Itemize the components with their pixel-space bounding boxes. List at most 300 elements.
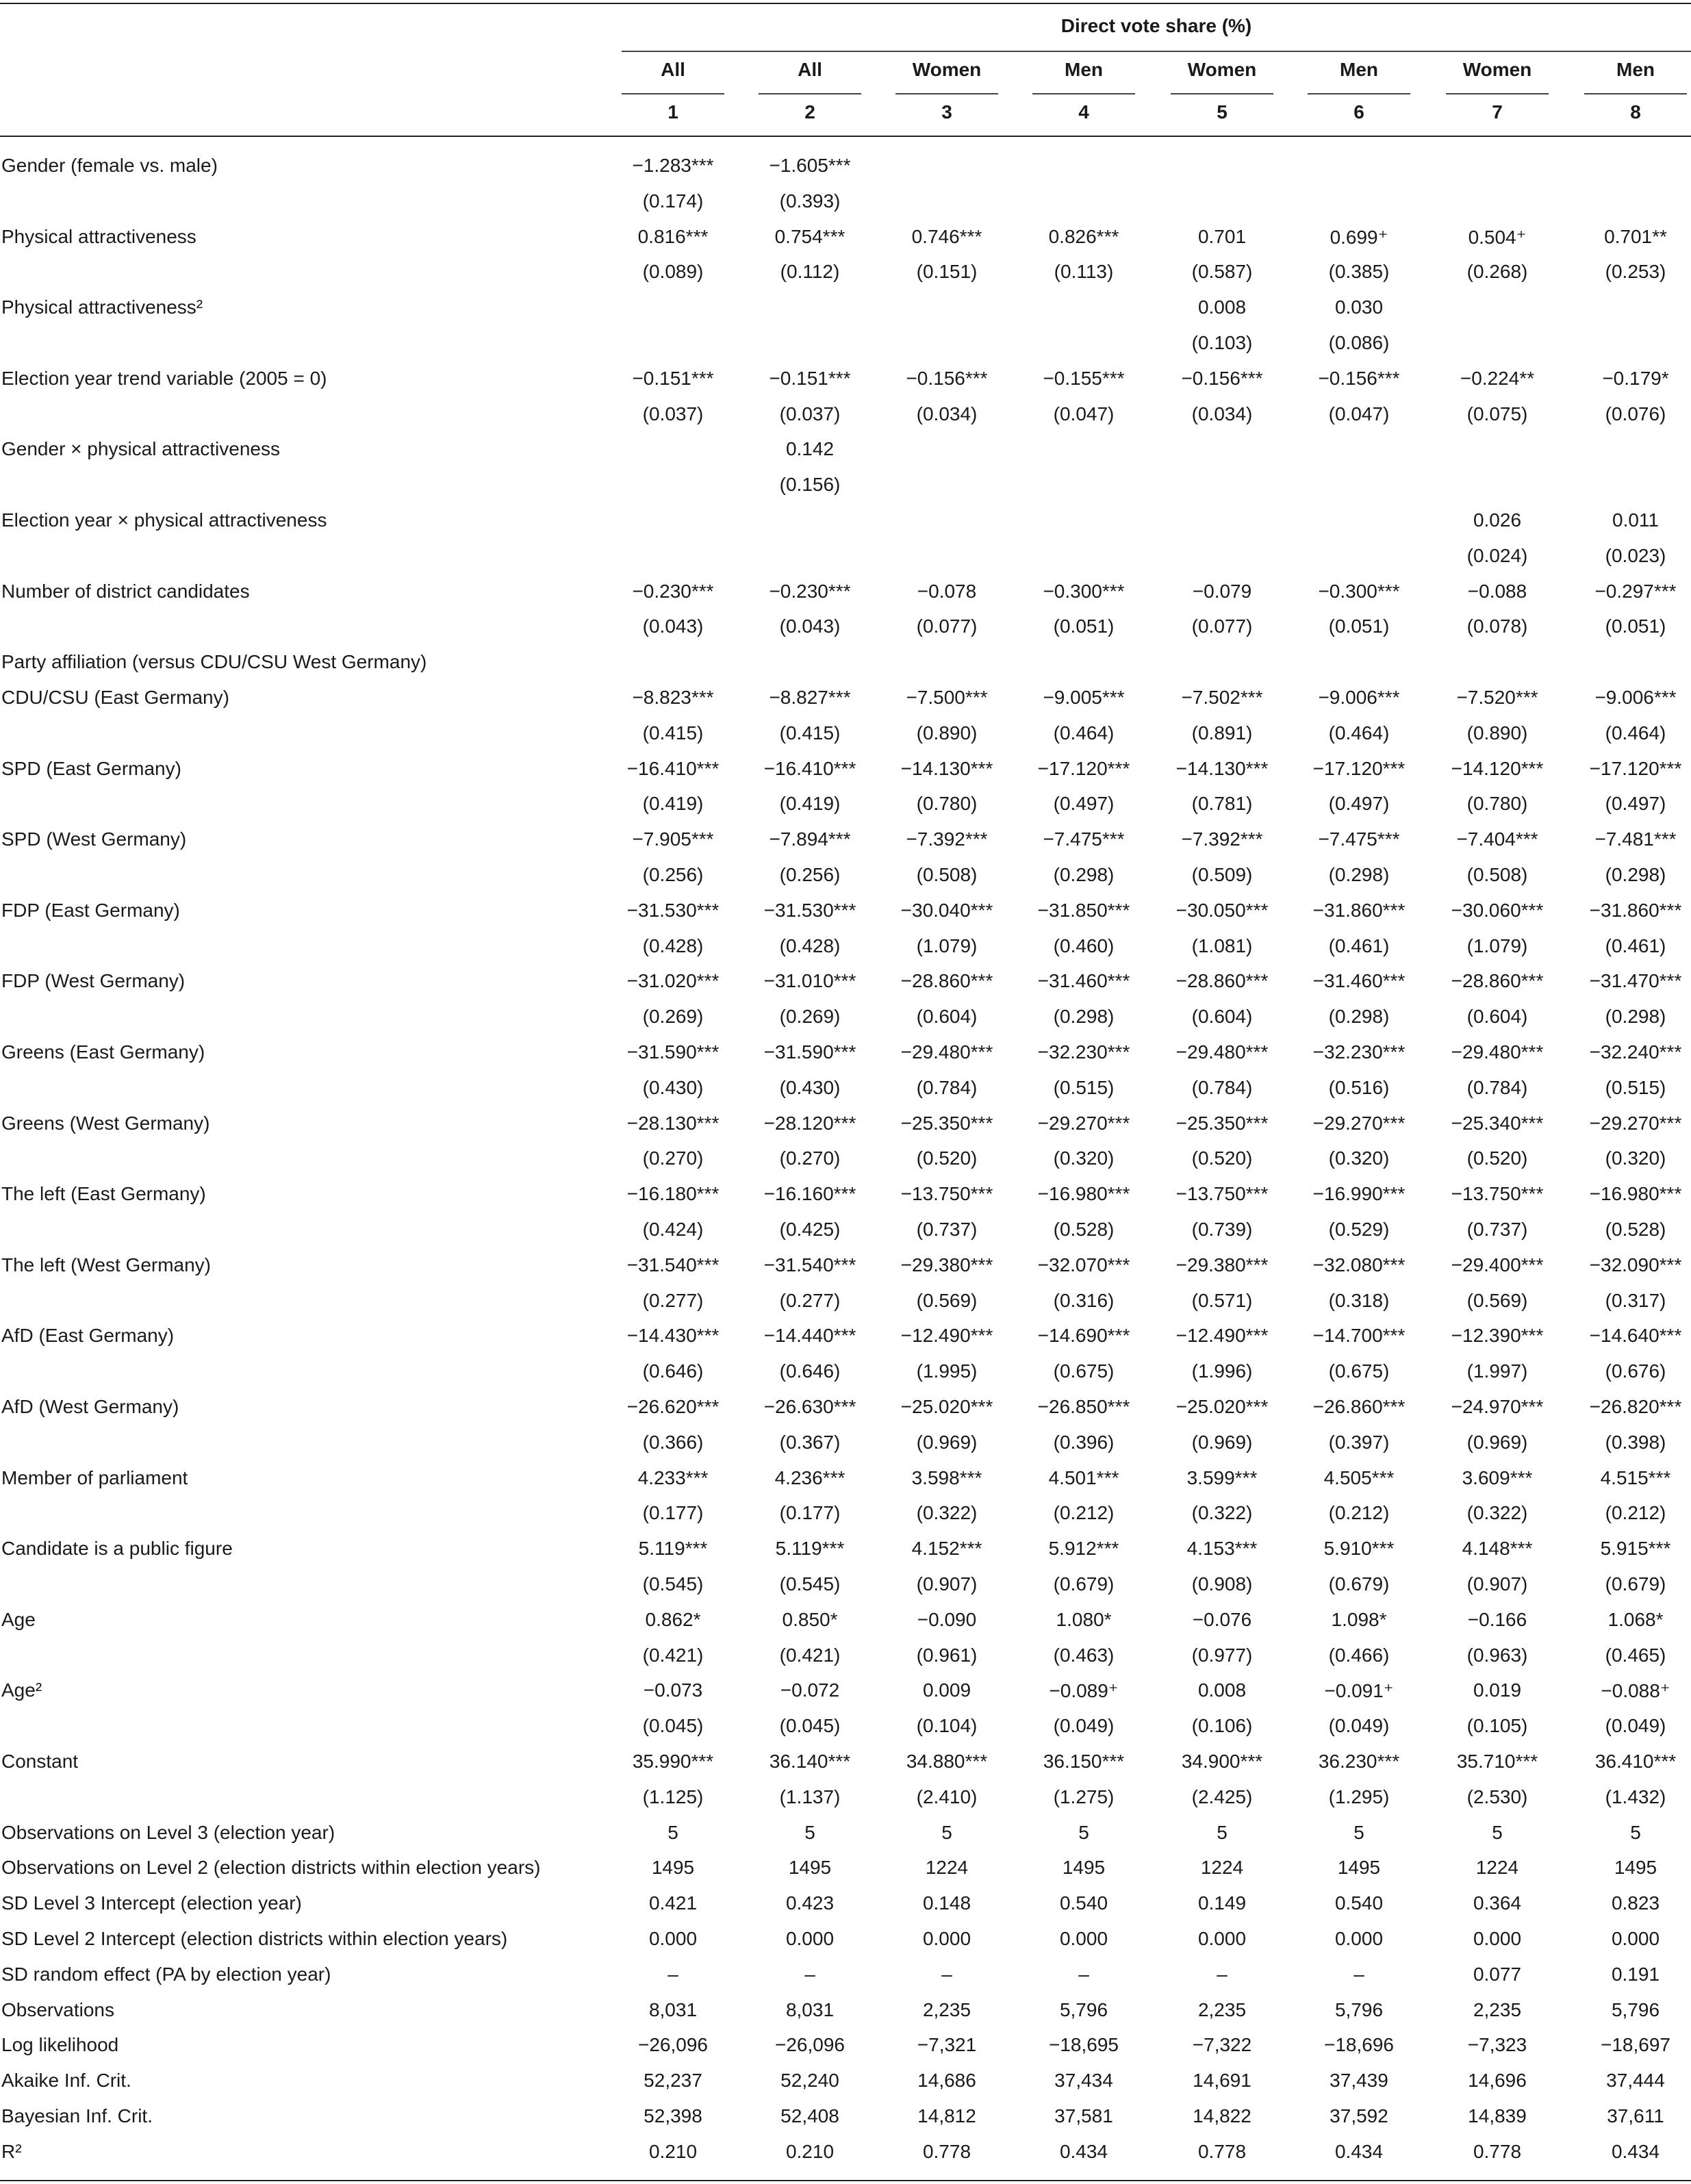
stat-value: 52,408 [780,2105,839,2126]
bottom-rule [0,2180,1691,2181]
column-group-label: Women [1462,59,1532,80]
standard-error-cell: (0.277) [779,1289,841,1311]
coefficient-cell: −7.500*** [906,687,988,708]
standard-error-cell: (0.497) [1328,793,1390,815]
standard-error-cell: (0.907) [916,1573,978,1595]
coefficient-cell: 34.880*** [906,1751,988,1772]
standard-error-cell: (0.047) [1053,403,1115,424]
coefficient-cell: −16.980*** [1037,1183,1130,1205]
standard-error-cell: (1.079) [1466,935,1528,956]
standard-error-cell: (0.256) [642,864,704,885]
standard-error-cell: (0.051) [1053,615,1115,637]
row-label: Age [1,1608,36,1630]
stat-value: 52,398 [644,2105,702,2126]
standard-error-cell: (0.529) [1328,1219,1390,1240]
stat-value: 14,812 [917,2105,976,2126]
coefficient-cell: 0.701** [1604,225,1667,247]
standard-error-cell: (0.508) [916,864,978,885]
stat-value: 1495 [1062,1857,1106,1879]
coefficient-cell: −14.640*** [1589,1325,1682,1347]
standard-error-cell: (0.784) [1191,1076,1253,1098]
standard-error-cell: (0.520) [916,1147,978,1169]
stat-label: SD Level 3 Intercept (election year) [1,1892,302,1914]
coefficient-cell: −29.480*** [1451,1041,1544,1063]
stat-value: 0.000 [1611,1928,1660,1949]
coefficient-cell: −28.130*** [626,1112,720,1134]
coefficient-cell: −0.151*** [769,367,851,389]
standard-error-cell: (0.679) [1053,1573,1115,1595]
coefficient-cell: −32.080*** [1312,1254,1406,1275]
coefficient-cell: −31.850*** [1037,899,1130,921]
coefficient-cell: −14.700*** [1312,1325,1406,1347]
stat-value: 0.823 [1611,1892,1660,1914]
stat-value: – [804,1963,815,1985]
coefficient-cell: 36.410*** [1594,1751,1677,1772]
column-number: 2 [804,101,815,123]
standard-error-cell: (0.569) [916,1289,978,1311]
stat-value: 0.210 [648,2140,698,2162]
stat-value: 0.421 [648,1892,698,1914]
stat-value: – [941,1963,952,1985]
standard-error-cell: (1.432) [1605,1786,1666,1807]
stat-value: 5 [941,1821,952,1843]
standard-error-cell: (0.604) [916,1006,978,1028]
spanner-rule [622,51,1691,52]
coefficient-cell: −28.860*** [900,970,993,992]
coefficient-cell: 0.008 [1197,296,1247,318]
column-group-label: All [661,59,685,80]
column-number: 3 [941,101,952,123]
standard-error-cell: (0.049) [1605,1715,1666,1737]
stat-value: 5 [1353,1821,1364,1843]
standard-error-cell: (0.253) [1605,261,1666,283]
coefficient-cell: −16.160*** [763,1183,856,1205]
standard-error-cell: (2.425) [1191,1786,1253,1807]
stat-value: – [1353,1963,1364,1985]
standard-error-cell: (0.212) [1605,1502,1666,1524]
standard-error-cell: (0.424) [642,1219,704,1240]
standard-error-cell: (0.049) [1328,1715,1390,1737]
standard-error-cell: (0.428) [642,935,704,956]
column-number: 4 [1078,101,1089,123]
coefficient-cell: −7.404*** [1456,828,1538,850]
standard-error-cell: (0.393) [779,190,841,212]
coefficient-cell: −17.120*** [1312,757,1406,779]
stat-value: 1495 [1337,1857,1381,1879]
coefficient-cell: −7.475*** [1318,828,1400,850]
stat-value: −18,695 [1049,2034,1119,2056]
row-label: AfD (West Germany) [1,1396,179,1417]
standard-error-cell: (0.270) [642,1147,704,1169]
standard-error-cell: (0.366) [642,1431,704,1453]
coefficient-cell: −31.590*** [626,1041,720,1063]
coefficient-cell: 4.236*** [774,1466,846,1488]
stat-value: 0.434 [1611,2140,1660,2162]
coefficient-cell: −0.156*** [906,367,988,389]
standard-error-cell: (2.410) [916,1786,978,1807]
stat-value: 0.191 [1611,1963,1660,1985]
standard-error-cell: (0.103) [1191,332,1253,353]
standard-error-cell: (0.421) [642,1644,704,1666]
standard-error-cell: (0.908) [1191,1573,1253,1595]
standard-error-cell: (0.464) [1605,722,1666,744]
standard-error-cell: (0.419) [642,793,704,815]
column-group-rule [1032,93,1135,94]
row-label: CDU/CSU (East Germany) [1,687,229,708]
standard-error-cell: (0.385) [1328,261,1390,283]
coefficient-cell: −16.980*** [1589,1183,1682,1205]
coefficient-cell: −16.410*** [626,757,720,779]
coefficient-cell: −17.120*** [1589,757,1682,779]
coefficient-cell: −25.350*** [1175,1112,1269,1134]
coefficient-cell: −28.860*** [1451,970,1544,992]
stat-value: 0.778 [1197,2140,1247,2162]
stat-value: −26,096 [638,2034,708,2056]
standard-error-cell: (1.137) [779,1786,841,1807]
standard-error-cell: (0.460) [1053,935,1115,956]
stat-value: −26,096 [775,2034,845,2056]
standard-error-cell: (1.997) [1466,1360,1528,1382]
coefficient-cell: 0.008 [1197,1679,1247,1701]
coefficient-cell: −0.088⁺ [1601,1680,1670,1702]
coefficient-cell: −7.475*** [1043,828,1125,850]
coefficient-cell: 5.912*** [1048,1538,1119,1560]
standard-error-cell: (0.604) [1466,1006,1528,1028]
coefficient-cell: 5.119*** [775,1538,845,1560]
coefficient-cell: −29.270*** [1312,1112,1406,1134]
standard-error-cell: (0.508) [1466,864,1528,885]
coefficient-cell: −14.430*** [626,1325,720,1347]
coefficient-cell: −8.827*** [769,687,851,708]
stat-value: −18,696 [1324,2034,1394,2056]
standard-error-cell: (0.298) [1605,864,1666,885]
coefficient-cell: −16.990*** [1312,1183,1406,1205]
coefficient-cell: −0.088 [1467,580,1527,602]
coefficient-cell: −12.390*** [1451,1325,1544,1347]
coefficient-cell: −0.073 [643,1679,703,1701]
standard-error-cell: (0.023) [1605,544,1666,566]
standard-error-cell: (2.530) [1466,1786,1528,1807]
coefficient-cell: 0.850* [782,1608,838,1630]
stat-value: 37,434 [1054,2070,1113,2092]
coefficient-cell: −29.480*** [900,1041,993,1063]
stat-value: 2,235 [1473,1998,1522,2020]
standard-error-cell: (0.269) [779,1006,841,1028]
coefficient-cell: 34.900*** [1181,1751,1263,1772]
standard-error-cell: (0.425) [779,1219,841,1240]
standard-error-cell: (0.177) [779,1502,841,1524]
coefficient-cell: −26.620*** [626,1396,720,1417]
stat-value: 0.000 [1334,1928,1384,1949]
coefficient-cell: −26.630*** [763,1396,856,1417]
coefficient-cell: −31.470*** [1589,970,1682,992]
standard-error-cell: (0.675) [1328,1360,1390,1382]
coefficient-cell: 0.011 [1612,509,1659,531]
standard-error-cell: (0.430) [642,1076,704,1098]
standard-error-cell: (0.415) [642,722,704,744]
coefficient-cell: 35.990*** [632,1751,714,1772]
standard-error-cell: (0.298) [1605,1006,1666,1028]
top-rule [0,3,1691,4]
coefficient-cell: −7.905*** [632,828,714,850]
coefficient-cell: 0.754*** [774,225,846,247]
standard-error-cell: (0.737) [1466,1219,1528,1240]
stat-value: 5 [668,1821,678,1843]
coefficient-cell: 4.515*** [1600,1466,1671,1488]
coefficient-cell: −0.156*** [1318,367,1400,389]
standard-error-cell: (0.156) [779,474,841,496]
stat-value: 1495 [651,1857,695,1879]
coefficient-cell: 1.068* [1607,1608,1664,1630]
coefficient-cell: −28.860*** [1175,970,1269,992]
coefficient-cell: −9.005*** [1043,687,1125,708]
standard-error-cell: (0.316) [1053,1289,1115,1311]
coefficient-cell: −31.860*** [1312,899,1406,921]
standard-error-cell: (0.047) [1328,403,1390,424]
stat-value: – [1078,1963,1089,1985]
column-group-rule [622,93,724,94]
coefficient-cell: −0.155*** [1043,367,1125,389]
standard-error-cell: (0.113) [1054,261,1114,283]
stat-label: Akaike Inf. Crit. [1,2070,131,2092]
standard-error-cell: (0.515) [1053,1076,1115,1098]
coefficient-cell: −31.860*** [1589,899,1682,921]
coefficient-cell: −26.820*** [1589,1396,1682,1417]
standard-error-cell: (0.528) [1053,1219,1115,1240]
standard-error-cell: (0.212) [1053,1502,1115,1524]
stat-value: 0.210 [785,2140,835,2162]
stat-value: 37,611 [1607,2105,1664,2126]
coefficient-cell: 1.080* [1056,1608,1112,1630]
standard-error-cell: (0.520) [1191,1147,1253,1169]
standard-error-cell: (0.045) [779,1715,841,1737]
standard-error-cell: (0.587) [1191,261,1253,283]
stat-value: 0.000 [785,1928,835,1949]
standard-error-cell: (0.320) [1053,1147,1115,1169]
standard-error-cell: (0.421) [779,1644,841,1666]
standard-error-cell: (0.780) [1466,793,1528,815]
stat-value: 0.148 [922,1892,971,1914]
standard-error-cell: (0.891) [1191,722,1253,744]
coefficient-cell: −25.020*** [1175,1396,1269,1417]
standard-error-cell: (0.398) [1605,1431,1666,1453]
row-label: Election year trend variable (2005 = 0) [1,367,327,389]
standard-error-cell: (0.298) [1328,1006,1390,1028]
coefficient-cell: −31.020*** [626,970,720,992]
standard-error-cell: (0.112) [780,261,840,283]
row-label: FDP (West Germany) [1,970,186,992]
coefficient-cell: 4.505*** [1323,1466,1395,1488]
coefficient-cell: −31.540*** [763,1254,856,1275]
coefficient-cell: −31.460*** [1037,970,1130,992]
stat-value: 14,686 [917,2070,976,2092]
stat-value: 0.000 [1059,1928,1108,1949]
row-label: AfD (East Germany) [1,1325,175,1347]
row-label: Gender (female vs. male) [1,155,218,176]
standard-error-cell: (0.569) [1466,1289,1528,1311]
coefficient-cell: 0.826*** [1048,225,1119,247]
standard-error-cell: (0.177) [642,1502,704,1524]
stat-value: 14,839 [1468,2105,1527,2126]
column-number: 6 [1353,101,1364,123]
standard-error-cell: (0.268) [1466,261,1528,283]
standard-error-cell: (0.545) [642,1573,704,1595]
coefficient-cell: −29.480*** [1175,1041,1269,1063]
coefficient-cell: −32.240*** [1589,1041,1682,1063]
stat-value: 8,031 [785,1998,835,2020]
coefficient-cell: 36.230*** [1318,1751,1400,1772]
coefficient-cell: 3.598*** [911,1466,982,1488]
stat-value: 2,235 [1197,1998,1247,2020]
stat-value: 0.000 [1197,1928,1247,1949]
coefficient-cell: −0.076 [1192,1608,1252,1630]
coefficient-cell: −7.392*** [1181,828,1263,850]
standard-error-cell: (0.277) [642,1289,704,1311]
standard-error-cell: (0.320) [1328,1147,1390,1169]
column-number: 8 [1630,101,1641,123]
coefficient-cell: −26.860*** [1312,1396,1406,1417]
standard-error-cell: (0.367) [779,1431,841,1453]
coefficient-cell: −31.010*** [763,970,856,992]
stat-value: 1224 [925,1857,969,1879]
stat-value: 52,240 [780,2070,839,2092]
standard-error-cell: (0.043) [642,615,704,637]
standard-error-cell: (0.784) [916,1076,978,1098]
column-group-rule [1308,93,1410,94]
stat-value: 0.540 [1334,1892,1384,1914]
standard-error-cell: (0.089) [642,261,704,283]
coefficient-cell: 0.009 [922,1679,971,1701]
standard-error-cell: (0.076) [1605,403,1666,424]
coefficient-cell: 4.501*** [1048,1466,1119,1488]
coefficient-cell: 0.019 [1473,1679,1522,1701]
standard-error-cell: (0.051) [1605,615,1666,637]
stat-value: 5,796 [1059,1998,1108,2020]
standard-error-cell: (0.520) [1466,1147,1528,1169]
coefficient-cell: 5.119*** [638,1538,708,1560]
coefficient-cell: 0.699⁺ [1330,226,1388,248]
row-label: Number of district candidates [1,580,250,602]
stat-value: 1495 [1614,1857,1657,1879]
coefficient-cell: −16.410*** [763,757,856,779]
coefficient-cell: −7.502*** [1181,687,1263,708]
coefficient-cell: −7.481*** [1594,828,1677,850]
standard-error-cell: (0.034) [1191,403,1253,424]
standard-error-cell: (0.045) [642,1715,704,1737]
standard-error-cell: (0.464) [1328,722,1390,744]
stat-value: 14,822 [1193,2105,1251,2126]
standard-error-cell: (0.037) [779,403,841,424]
coefficient-cell: −29.380*** [1175,1254,1269,1275]
stat-value: 5 [804,1821,815,1843]
stat-value: 0.434 [1334,2140,1384,2162]
stat-value: 5,796 [1611,1998,1660,2020]
coefficient-cell: −31.540*** [626,1254,720,1275]
standard-error-cell: (1.275) [1053,1786,1115,1807]
standard-error-cell: (0.320) [1605,1147,1666,1169]
coefficient-cell: 0.746*** [911,225,982,247]
column-group-rule [759,93,861,94]
coefficient-cell: −24.970*** [1451,1396,1544,1417]
standard-error-cell: (0.322) [1191,1502,1253,1524]
row-label: Party affiliation (versus CDU/CSU West Germany) [1,651,427,673]
coefficient-cell: −0.230*** [632,580,714,602]
standard-error-cell: (0.497) [1605,793,1666,815]
stat-value: 52,237 [644,2070,702,2092]
standard-error-cell: (0.497) [1053,793,1115,815]
coefficient-cell: −29.380*** [900,1254,993,1275]
standard-error-cell: (0.049) [1053,1715,1115,1737]
standard-error-cell: (0.465) [1605,1644,1666,1666]
standard-error-cell: (0.415) [779,722,841,744]
standard-error-cell: (0.969) [1466,1431,1528,1453]
coefficient-cell: −0.151*** [632,367,714,389]
standard-error-cell: (0.104) [916,1715,978,1737]
coefficient-cell: −31.530*** [763,899,856,921]
column-group-label: Men [1340,59,1378,80]
column-group-label: Women [1187,59,1257,80]
standard-error-cell: (1.995) [916,1360,978,1382]
standard-error-cell: (0.676) [1605,1360,1666,1382]
stat-value: 0.540 [1059,1892,1108,1914]
standard-error-cell: (0.322) [1466,1502,1528,1524]
stat-value: 1224 [1200,1857,1244,1879]
standard-error-cell: (0.105) [1466,1715,1528,1737]
spanner-header: Direct vote share (%) [1060,15,1252,36]
stat-value: 1224 [1475,1857,1519,1879]
standard-error-cell: (0.024) [1466,544,1528,566]
coefficient-cell: −13.750*** [900,1183,993,1205]
row-label: The left (West Germany) [1,1254,212,1275]
header-bottom-rule [0,136,1691,137]
standard-error-cell: (0.298) [1053,1006,1115,1028]
row-label: Gender × physical attractiveness [1,438,280,460]
coefficient-cell: −14.130*** [900,757,993,779]
standard-error-cell: (1.996) [1191,1360,1253,1382]
standard-error-cell: (0.086) [1328,332,1390,353]
standard-error-cell: (0.963) [1466,1644,1528,1666]
standard-error-cell: (0.466) [1328,1644,1390,1666]
stat-value: 0.778 [922,2140,971,2162]
stat-value: 0.778 [1473,2140,1522,2162]
coefficient-cell: −12.490*** [1175,1325,1269,1347]
coefficient-cell: 3.599*** [1186,1466,1258,1488]
standard-error-cell: (1.081) [1191,935,1253,956]
coefficient-cell: −32.230*** [1312,1041,1406,1063]
coefficient-cell: −31.460*** [1312,970,1406,992]
stat-value: – [1217,1963,1228,1985]
standard-error-cell: (0.106) [1191,1715,1253,1737]
column-number: 1 [668,101,678,123]
coefficient-cell: −7.520*** [1456,687,1538,708]
stat-value: 5 [1078,1821,1089,1843]
coefficient-cell: −32.230*** [1037,1041,1130,1063]
coefficient-cell: 36.150*** [1043,1751,1125,1772]
coefficient-cell: −32.090*** [1589,1254,1682,1275]
standard-error-cell: (0.318) [1328,1289,1390,1311]
coefficient-cell: −25.350*** [900,1112,993,1134]
coefficient-cell: 4.153*** [1186,1538,1258,1560]
coefficient-cell: −32.070*** [1037,1254,1130,1275]
coefficient-cell: −0.079 [1192,580,1252,602]
stat-value: 0.149 [1197,1892,1247,1914]
coefficient-cell: −28.120*** [763,1112,856,1134]
coefficient-cell: 0.862* [645,1608,701,1630]
coefficient-cell: 1.098* [1331,1608,1387,1630]
coefficient-cell: 0.701 [1197,225,1247,247]
standard-error-cell: (0.890) [1466,722,1528,744]
standard-error-cell: (0.317) [1605,1289,1666,1311]
